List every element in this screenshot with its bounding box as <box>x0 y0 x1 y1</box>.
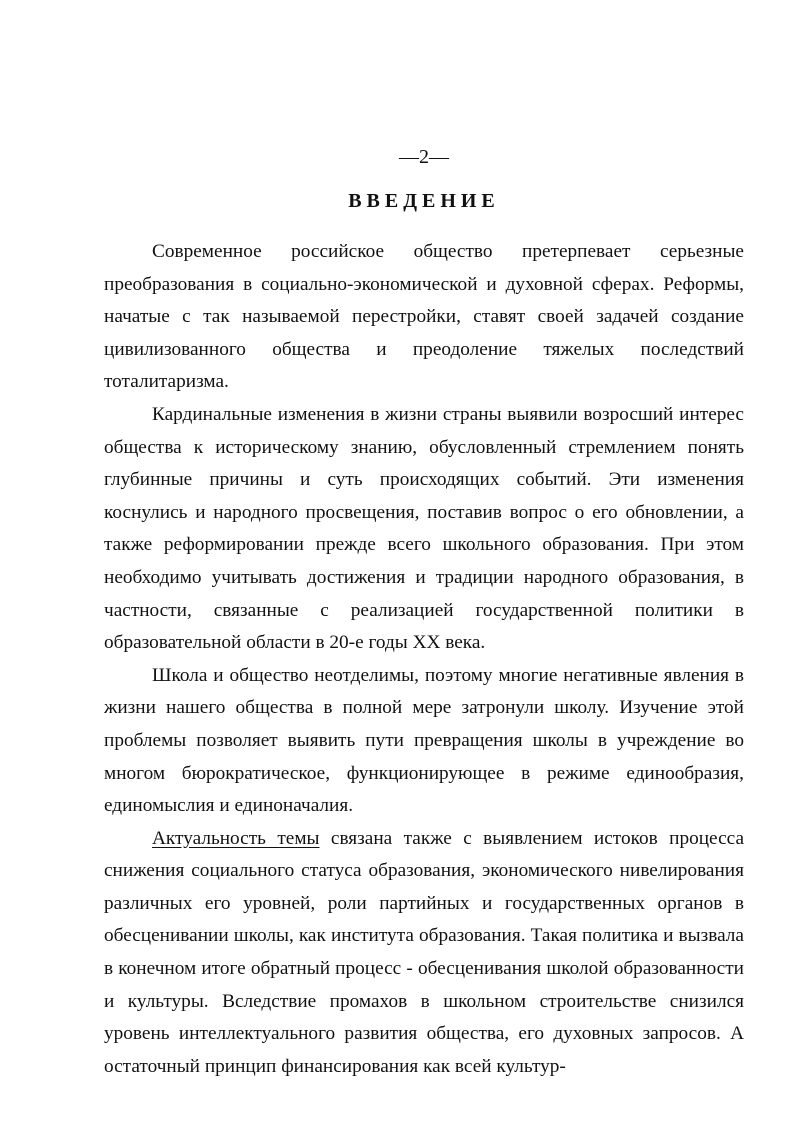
section-heading: ВВЕДЕНИЕ <box>348 190 500 212</box>
paragraph <box>104 823 744 1084</box>
paragraph: Школа и общество неотделимы, поэтому многие негативные явления в жизни нашего общества в полной мере затронули школу. Изучение этой проблемы позволяет выявить пути превращения школы в учреждение во многом бюрократическое, функционирующее в режиме единообразия, единомыслия и единоначалия. <box>104 664 744 817</box>
body-text <box>104 236 744 1083</box>
paragraph: Современное российское общество претерпевает серьезные преобразования в социально-экономической и духовной сферах. Реформы, начатые с так называемой перестройки, ставят своей задачей создание цивилизованного общества и преодоление тяжелых последствий тоталитаризма. <box>104 241 744 393</box>
paragraph: Кардинальные изменения в жизни страны выявили возросший интерес общества к историческому знанию, обусловленный стремлением понять глубинные причины и суть происходящих событий. Эти изменения коснулись и народного просвещения, поставив вопрос о его обновлении, а также реформировании прежде всего школьного образования. При этом необходимо учитывать достижения и традиции народного образования, в частности, связанные с реализацией государственной политики в образовательной области в 20-е годы XX века. <box>104 403 744 654</box>
underlined-lead-phrase: Актуальность темы <box>152 827 320 849</box>
page-number: —2— <box>399 146 449 168</box>
paragraph-continuation: связана также с выявлением истоков процесса снижения социального статуса образования, экономического нивелирования различных его уровней, роли партийных и государственных органов в обесценивании школы, как института образования. Такая политика и вызвала в конечном итоге обратный процесс - обесценивания школой образованности и культуры. Вследствие промахов в школьном строительстве снизился уровень интеллектуального развития общества, его духовных запросов. А остаточный принцип финансирования как всей культур- <box>104 827 745 1077</box>
